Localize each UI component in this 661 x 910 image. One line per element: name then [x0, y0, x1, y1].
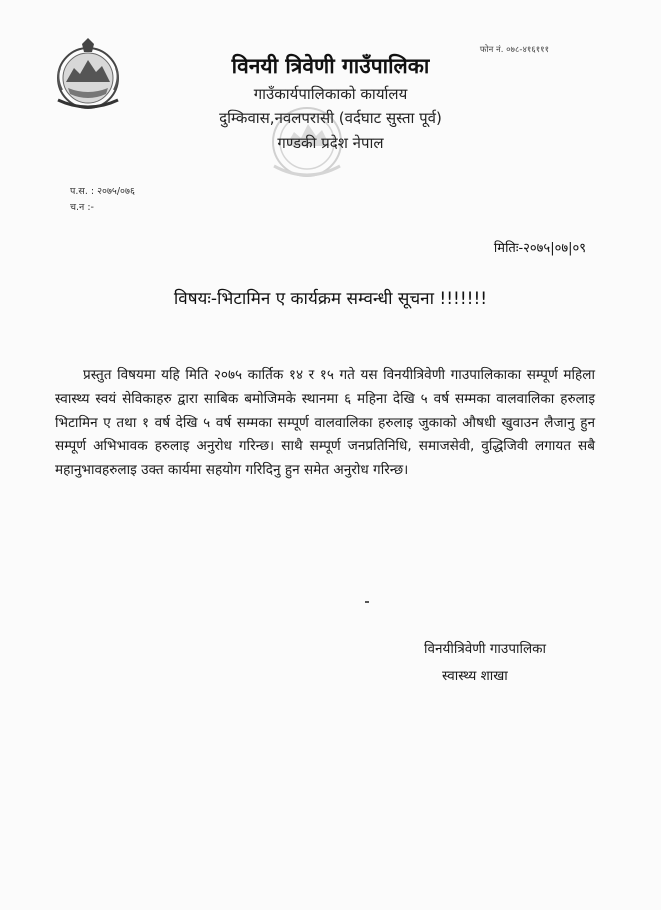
office-title: विनयी त्रिवेणी गाउँपालिका: [231, 54, 430, 78]
office-province: गण्डकी प्रदेश नेपाल: [277, 134, 384, 152]
letter-date: मितिः-२०७५|०७|०९: [493, 241, 586, 256]
dispatch-number: च.न :-: [70, 202, 94, 213]
office-address: दुम्किवास,नवलपरासी (वर्दघाट सुस्ता पूर्व): [219, 109, 442, 127]
phone-number: फोन नं. ०७८-४१६१११: [479, 45, 549, 55]
letter-subject: विषयः-भिटामिन ए कार्यक्रम सम्वन्धी सूचना !!!!!!!: [173, 289, 488, 309]
stray-mark: [365, 601, 369, 603]
letter-reference-number: प.स. : २०७५/०७६: [70, 186, 135, 197]
office-subtitle: गाउँकार्यपालिकाको कार्यालय: [253, 85, 408, 103]
letter-body: प्रस्तुत विषयमा यहि मिति २०७५ कार्तिक १४ र १५ गते यस विनयीत्रिवेणी गाउपालिकाका सम्पूर्ण महिला स्वास्थ्य स्वयं सेविकाहरु द्वारा साबिक बमोजिमके स्थानमा ६ महिना देखि ५ वर्ष सम्मका वालवालिका हरुलाइ भिटामिन ए तथा १ वर्ष देखि ५ वर्ष सम्मका सम्पूर्ण वालवालिका हरुलाइ जुकाको औषधी खुवाउन लैजानु हुन सम्पूर्ण अभिभावक हरुलाइ अनुरोध गरिन्छ। साथै सम्पूर्ण जनप्रतिनिधि, समाजसेवी, वुद्धिजिवी लगायत सबै महानुभावहरुलाइ उक्त कार्यमा सहयोग गरिदिनु हुन समेत अनुरोध गरिन्छ।: [55, 367, 595, 479]
signature-branch: स्वास्थ्य शाखा: [442, 668, 508, 684]
signature-office: विनयीत्रिवेणी गाउपालिका: [424, 641, 546, 657]
